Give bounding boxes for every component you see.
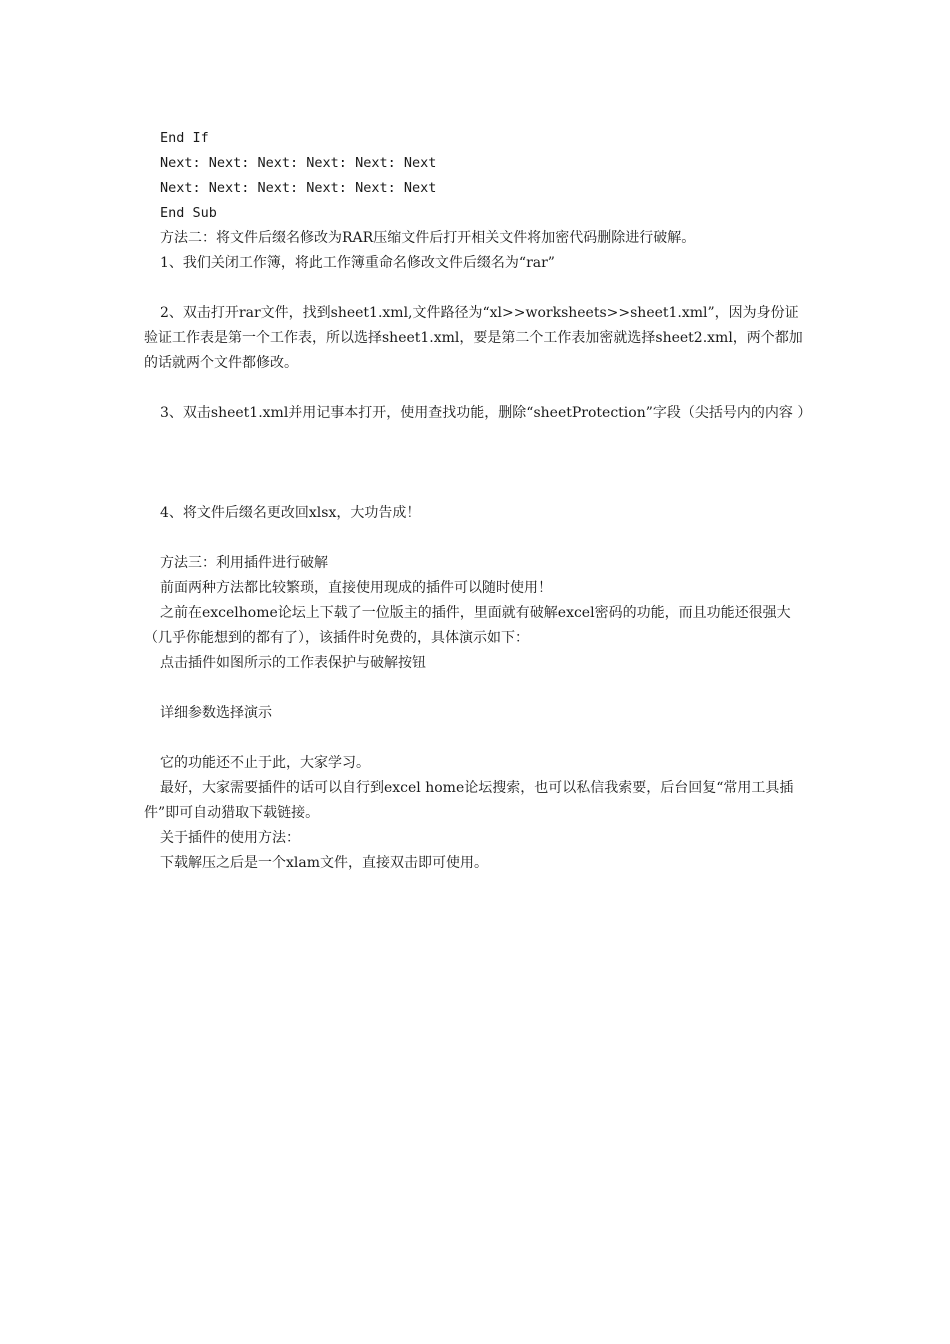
document-body: [144, 126, 812, 876]
method2-heading: 方法二：将文件后缀名修改为RAR压缩文件后打开相关文件将加密代码删除进行破解。: [160, 230, 696, 246]
code-line: End Sub: [160, 205, 217, 221]
blank-line: [144, 726, 812, 751]
code-line: Next: Next: Next: Next: Next: Next: [160, 180, 437, 196]
method3-paragraph: 之前在excelhome论坛上下载了一位版主的插件，里面就有破解excel密码的功能，而且功能还很强大（几乎你能想到的都有了），该插件时免费的，具体演示如下：: [144, 605, 791, 646]
blank-line: [144, 276, 812, 301]
usage-paragraph: 下载解压之后是一个xlam文件，直接双击即可使用。: [160, 855, 488, 871]
detail-heading: 详细参数选择演示: [160, 705, 272, 721]
step-3-paragraph: 3、双击sheet1.xml并用记事本打开，使用查找功能，删除“sheetProtection”字段（尖括号内的内容 ）: [160, 405, 812, 421]
code-line: End If: [160, 130, 209, 146]
step-2-paragraph: 2、双击打开rar文件，找到sheet1.xml,文件路径为“xl>>worksheets>>sheet1.xml”，因为身份证验证工作表是第一个工作表，所以选择sheet1.xml，要是第二个工作表加密就选择sheet2.xml，两个都加的话就两个文件都修改。: [144, 305, 803, 371]
image-placeholder-gap: [144, 426, 812, 501]
step-4-paragraph: 4、将文件后缀名更改回xlsx，大功告成！: [160, 505, 421, 521]
blank-line: [144, 676, 812, 701]
closing-paragraph: 最好，大家需要插件的话可以自行到excel home论坛搜索，也可以私信我索要，后台回复“常用工具插件”即可自动猎取下载链接。: [144, 780, 794, 821]
blank-line: [144, 376, 812, 401]
step-1-paragraph: 1、我们关闭工作簿，将此工作簿重命名修改文件后缀名为“rar”: [160, 255, 555, 271]
usage-heading: 关于插件的使用方法：: [160, 830, 300, 846]
code-line: Next: Next: Next: Next: Next: Next: [160, 155, 437, 171]
method3-paragraph: 前面两种方法都比较繁琐，直接使用现成的插件可以随时使用！: [160, 580, 552, 596]
method3-heading: 方法三：利用插件进行破解: [160, 555, 328, 571]
blank-line: [144, 526, 812, 551]
closing-paragraph: 它的功能还不止于此，大家学习。: [160, 755, 370, 771]
method3-paragraph: 点击插件如图所示的工作表保护与破解按钮: [160, 655, 426, 671]
